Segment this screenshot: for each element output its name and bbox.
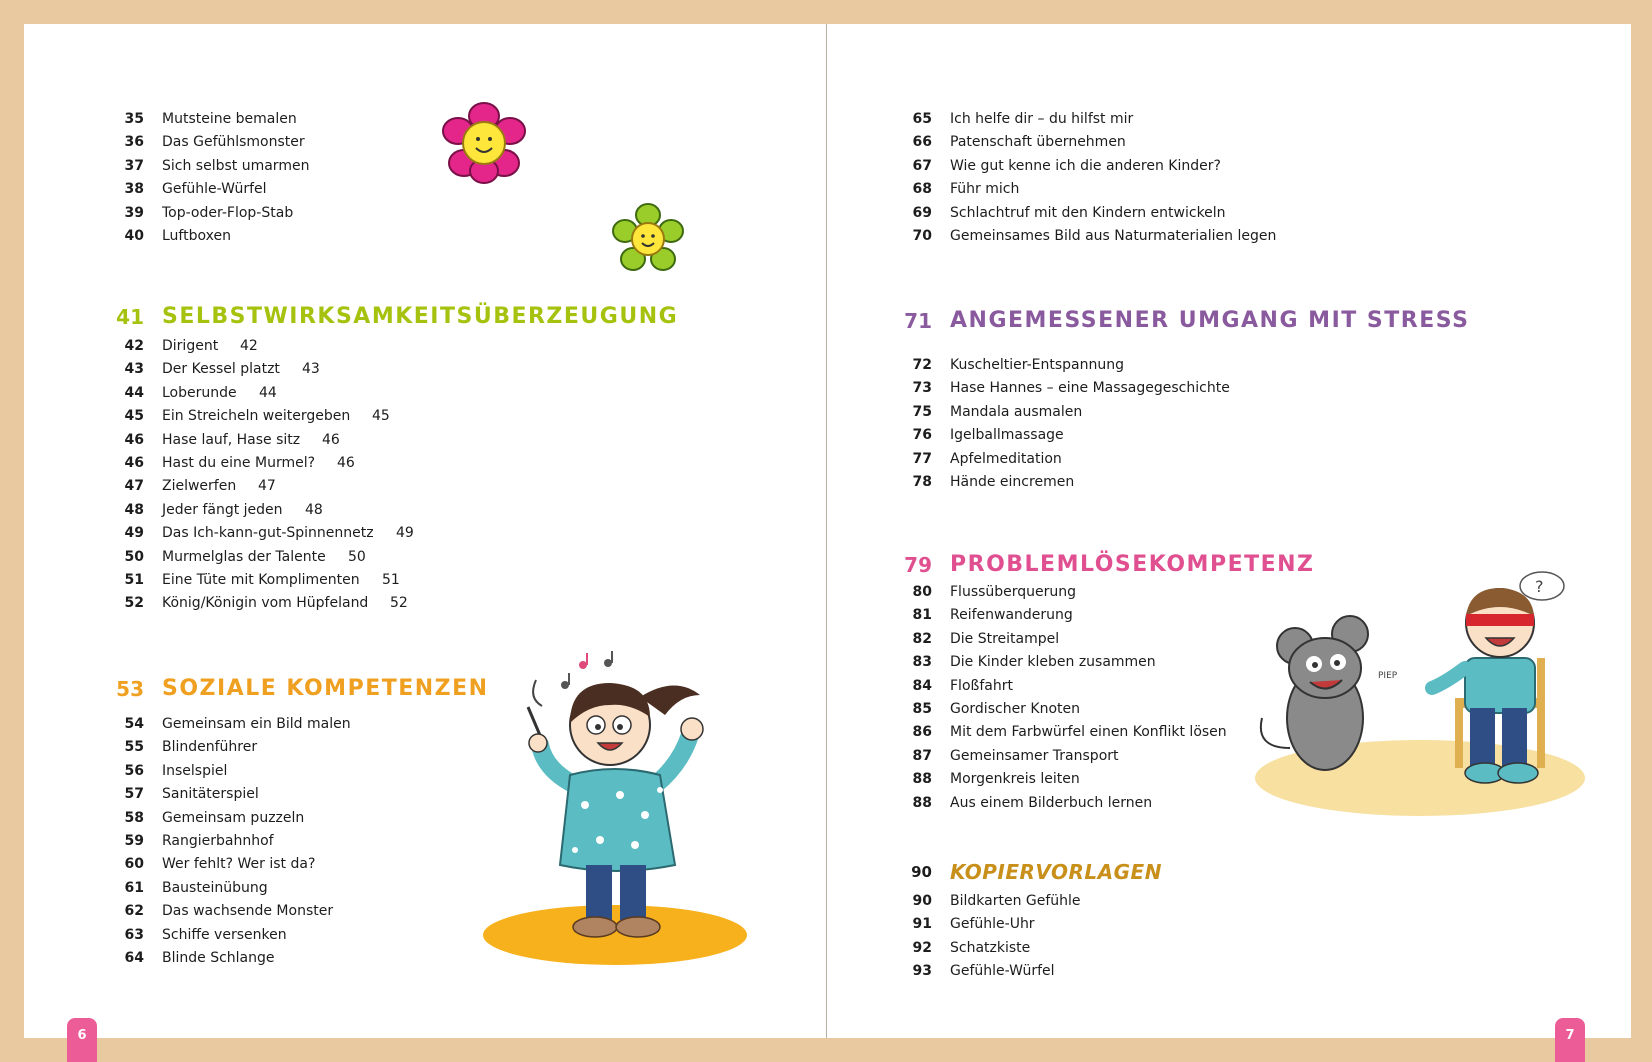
toc-entry-title: Gemeinsames Bild aus Naturmaterialien legen bbox=[950, 228, 1277, 244]
toc-entry-number: 72 bbox=[912, 357, 932, 373]
toc-entry-title: Luftboxen bbox=[162, 228, 231, 244]
toc-entry-title: Das Gefühlsmonster bbox=[162, 134, 305, 151]
toc-entry-number: 45 bbox=[124, 408, 144, 425]
toc-entry-number: 61 bbox=[124, 879, 144, 896]
section-number: 90 bbox=[911, 863, 932, 881]
toc-entry-title: Führ mich bbox=[950, 181, 1020, 198]
toc-entry-title: Schatzkiste bbox=[950, 939, 1031, 956]
section-number: 53 bbox=[116, 677, 144, 701]
toc-entry-number: 84 bbox=[912, 677, 932, 694]
toc-entry-number: 73 bbox=[912, 380, 932, 397]
toc-entry-number: 62 bbox=[124, 903, 144, 920]
toc-entry-number: 91 bbox=[912, 916, 932, 933]
toc-entry-number: 50 bbox=[124, 548, 144, 565]
toc-entry-title: Ich helfe dir – du hilfst mir bbox=[950, 111, 1134, 127]
green-flower-icon bbox=[610, 202, 686, 276]
toc-entry-number: 88 bbox=[912, 794, 932, 811]
toc-entry-number: 54 bbox=[124, 716, 144, 732]
toc-entry-number: 81 bbox=[912, 607, 932, 624]
toc-entry-number: 57 bbox=[124, 786, 144, 803]
toc-entry-title: Mandala ausmalen bbox=[950, 403, 1083, 420]
toc-entry-number: 51 bbox=[124, 572, 144, 588]
toc-entry-page-ref: 50 bbox=[348, 548, 366, 565]
section-number: 79 bbox=[904, 553, 932, 577]
section-title: PROBLEMLÖSEKOMPETENZ bbox=[950, 552, 1315, 577]
toc-entry-number: 92 bbox=[912, 939, 932, 956]
mouse-and-boy-illustration bbox=[1250, 568, 1590, 818]
toc-entry-title: Sanitäterspiel bbox=[162, 786, 259, 803]
toc-entry-number: 86 bbox=[912, 724, 932, 741]
toc-entry-number: 52 bbox=[124, 595, 144, 612]
toc-entry-title: Hase Hannes – eine Massagegeschichte bbox=[950, 380, 1230, 397]
toc-entry-title: Kuscheltier-Entspannung bbox=[950, 357, 1124, 373]
section-title: SELBSTWIRKSAMKEITSÜBERZEUGUNG bbox=[162, 304, 679, 329]
toc-entry-title: Blinde Schlange bbox=[162, 950, 275, 966]
toc-entry-number: 78 bbox=[912, 474, 932, 490]
toc-entry-title: Morgenkreis leiten bbox=[950, 771, 1080, 788]
toc-entry-title: Dirigent bbox=[162, 338, 219, 354]
toc-entry-title: Der Kessel platzt bbox=[162, 361, 280, 378]
toc-entry-title: Gefühle-Uhr bbox=[950, 916, 1035, 933]
toc-entry-number: 48 bbox=[124, 501, 144, 518]
toc-entry-number: 75 bbox=[912, 403, 932, 420]
page-number: 6 bbox=[77, 1028, 87, 1043]
toc-entry-title: Die Streitampel bbox=[950, 630, 1060, 647]
toc-entry-number: 83 bbox=[912, 654, 932, 671]
toc-entry-number: 90 bbox=[912, 893, 932, 909]
toc-entry-title: Ein Streicheln weitergeben bbox=[162, 408, 351, 425]
toc-entry-number: 49 bbox=[124, 525, 144, 542]
toc-entry-number: 85 bbox=[912, 701, 932, 717]
toc-entry-number: 63 bbox=[124, 926, 144, 943]
toc-entry-page-ref: 47 bbox=[258, 478, 276, 495]
toc-entry-title: Die Kinder kleben zusammen bbox=[950, 654, 1156, 671]
svg-text:?: ? bbox=[1535, 577, 1544, 596]
toc-entry-title: Gefühle-Würfel bbox=[162, 181, 267, 198]
toc-entry-title: Flussüberquerung bbox=[950, 584, 1077, 600]
toc-entry-title: Gordischer Knoten bbox=[950, 701, 1080, 717]
toc-entry-title: Top-oder-Flop-Stab bbox=[162, 204, 294, 221]
toc-entry-number: 80 bbox=[912, 584, 932, 600]
toc-entry-title: Aus einem Bilderbuch lernen bbox=[950, 794, 1153, 811]
toc-entry-number: 87 bbox=[912, 747, 932, 764]
toc-entry-page-ref: 46 bbox=[322, 431, 340, 448]
toc-entry-title: Apfelmeditation bbox=[950, 450, 1062, 467]
toc-entry-number: 76 bbox=[912, 427, 932, 444]
toc-entry-page-ref: 51 bbox=[382, 572, 400, 588]
toc-entry-number: 93 bbox=[912, 963, 932, 980]
toc-entry-number: 67 bbox=[912, 157, 932, 174]
toc-entry-title: Igelballmassage bbox=[950, 427, 1064, 444]
toc-entry-number: 77 bbox=[912, 450, 932, 467]
toc-entry-title: Zielwerfen bbox=[162, 478, 237, 495]
toc-entry-title: Floßfahrt bbox=[950, 677, 1013, 694]
toc-entry-number: 66 bbox=[912, 134, 932, 151]
toc-entry-title: Rangierbahnhof bbox=[162, 833, 274, 849]
toc-entry-title: Bildkarten Gefühle bbox=[950, 893, 1081, 909]
toc-entry-page-ref: 46 bbox=[337, 455, 355, 471]
toc-entry-title: Bausteinübung bbox=[162, 879, 268, 896]
toc-entry-title: Das Ich-kann-gut-Spinnennetz bbox=[162, 525, 374, 542]
toc-entry-number: 70 bbox=[912, 228, 932, 244]
toc-entry-title: Jeder fängt jeden bbox=[162, 501, 283, 518]
pink-flower-icon bbox=[432, 102, 536, 184]
toc-entry-title: Das wachsende Monster bbox=[162, 903, 334, 920]
toc-entry-number: 38 bbox=[124, 181, 144, 198]
toc-entry-number: 59 bbox=[124, 833, 144, 849]
page-number-tab-right bbox=[1555, 1018, 1585, 1062]
toc-entry-number: 43 bbox=[124, 361, 144, 378]
toc-entry-title: Murmelglas der Talente bbox=[162, 548, 326, 565]
toc-entry-title: Wie gut kenne ich die anderen Kinder? bbox=[950, 157, 1221, 174]
toc-entry-page-ref: 44 bbox=[259, 384, 277, 401]
toc-entry-number: 40 bbox=[124, 228, 144, 244]
section-number: 41 bbox=[116, 305, 144, 329]
toc-entry-title: Wer fehlt? Wer ist da? bbox=[162, 856, 316, 873]
toc-entry-title: Eine Tüte mit Komplimenten bbox=[162, 572, 360, 588]
toc-entry-number: 88 bbox=[912, 771, 932, 788]
toc-entry-number: 55 bbox=[124, 739, 144, 756]
piep-label: PIEP bbox=[1378, 671, 1398, 681]
toc-entry-title: Patenschaft übernehmen bbox=[950, 134, 1126, 151]
toc-entry-number: 65 bbox=[912, 111, 932, 127]
toc-entry-title: Blindenführer bbox=[162, 739, 258, 756]
toc-entry-title: Schlachtruf mit den Kindern entwickeln bbox=[950, 204, 1226, 221]
toc-entry-page-ref: 48 bbox=[305, 501, 323, 518]
toc-entry-number: 64 bbox=[124, 950, 144, 966]
toc-entry-title: Hase lauf, Hase sitz bbox=[162, 431, 301, 448]
page-number: 7 bbox=[1565, 1028, 1575, 1043]
section-title: ANGEMESSENER UMGANG MIT STRESS bbox=[950, 308, 1470, 333]
toc-entry-number: 60 bbox=[124, 856, 144, 873]
conducting-girl-illustration bbox=[470, 645, 760, 965]
toc-entry-title: Gemeinsamer Transport bbox=[950, 747, 1119, 764]
toc-entry-number: 47 bbox=[124, 478, 144, 495]
toc-entry-number: 69 bbox=[912, 204, 932, 221]
toc-entry-number: 39 bbox=[124, 204, 144, 221]
toc-entry-number: 42 bbox=[124, 338, 144, 354]
toc-entry-number: 46 bbox=[124, 455, 144, 471]
toc-entry-number: 56 bbox=[124, 762, 144, 779]
section-number: 71 bbox=[904, 309, 932, 333]
toc-entry-title: Sich selbst umarmen bbox=[162, 157, 310, 174]
toc-entry-title: Loberunde bbox=[162, 384, 237, 401]
toc-entry-page-ref: 43 bbox=[302, 361, 320, 378]
toc-entry-title: Mutsteine bemalen bbox=[162, 111, 297, 127]
toc-entry-number: 58 bbox=[124, 809, 144, 826]
toc-entry-title: Gemeinsam ein Bild malen bbox=[162, 716, 351, 732]
toc-entry-page-ref: 42 bbox=[240, 338, 258, 354]
toc-entry-number: 37 bbox=[124, 157, 144, 174]
toc-entry-title: Mit dem Farbwürfel einen Konflikt lösen bbox=[950, 724, 1227, 741]
toc-entry-number: 35 bbox=[124, 111, 144, 127]
toc-entry-page-ref: 49 bbox=[396, 525, 414, 542]
toc-entry-title: Gefühle-Würfel bbox=[950, 963, 1055, 980]
toc-entry-title: König/Königin vom Hüpfeland bbox=[162, 595, 369, 612]
toc-entry-title: Schiffe versenken bbox=[162, 926, 287, 943]
toc-entry-number: 36 bbox=[124, 134, 144, 151]
section-title: KOPIERVORLAGEN bbox=[950, 860, 1162, 884]
toc-entry-number: 46 bbox=[124, 431, 144, 448]
toc-entry-title: Hast du eine Murmel? bbox=[162, 455, 316, 471]
page-number-tab-left bbox=[67, 1018, 97, 1062]
toc-entry-page-ref: 45 bbox=[372, 408, 390, 425]
right-page bbox=[827, 24, 1631, 1038]
section-title: SOZIALE KOMPETENZEN bbox=[162, 676, 489, 701]
toc-entry-title: Hände eincremen bbox=[950, 474, 1075, 490]
toc-entry-number: 44 bbox=[124, 384, 144, 401]
toc-entry-title: Gemeinsam puzzeln bbox=[162, 809, 305, 826]
toc-entry-title: Inselspiel bbox=[162, 762, 228, 779]
toc-entry-page-ref: 52 bbox=[390, 595, 408, 612]
toc-entry-title: Reifenwanderung bbox=[950, 607, 1073, 624]
toc-entry-number: 82 bbox=[912, 630, 932, 647]
toc-entry-number: 68 bbox=[912, 181, 932, 198]
